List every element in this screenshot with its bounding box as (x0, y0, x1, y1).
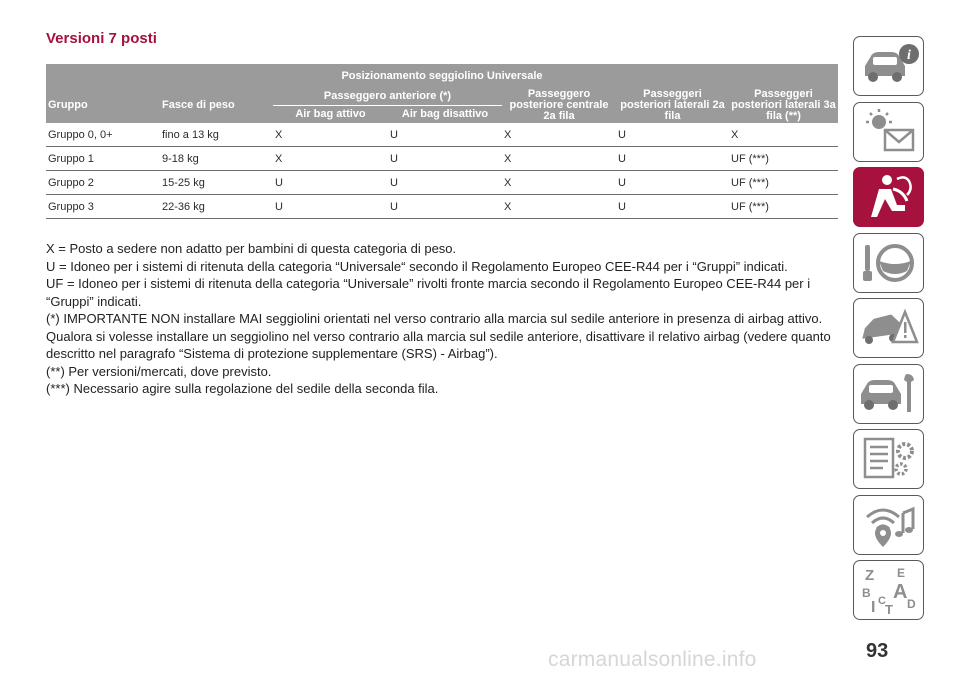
child-seat-table (46, 64, 838, 219)
tab-warning-lights[interactable] (853, 102, 924, 162)
index-letter: T (884, 602, 893, 616)
header-laterali-3a-fila: Passeggeri posteriori laterali 3a fila (**) (729, 88, 838, 123)
cell-centrale: X (502, 195, 616, 219)
emergency-icon (857, 302, 921, 354)
cell-airbag-disattivo: U (388, 147, 502, 171)
svg-text:i: i (906, 48, 911, 63)
tab-emergency[interactable] (853, 298, 924, 358)
tab-safety[interactable] (853, 167, 924, 227)
cell-laterali-2a: U (616, 171, 729, 195)
watermark: carmanualsonline.info (548, 648, 757, 671)
legend-notes (46, 240, 841, 398)
index-letter: D (906, 597, 916, 611)
cell-fasce: 22-36 kg (160, 195, 273, 219)
header-airbag-disattivo: Air bag disattivo (388, 106, 502, 124)
cell-gruppo: Gruppo 2 (46, 171, 160, 195)
cell-laterali-2a: U (616, 123, 729, 147)
cell-airbag-disattivo: U (388, 171, 502, 195)
cell-laterali-2a: U (616, 195, 729, 219)
note-important: (*) IMPORTANTE NON installare MAI seggiolini orientati nel verso contrario alla marcia sul sedile anteriore in presenza di airbag attivo. Qualora si volesse installare un seggiolino nel verso contrario alla marcia sul sedile anteriore, disattivare il relativo airbag (vedere quanto descritto nel paragrafo “Sistema di protezione supplementare (SRS) - Airbag”). (46, 311, 831, 361)
index-letter: C (877, 595, 886, 607)
tab-multimedia[interactable] (853, 495, 924, 555)
header-laterali-2a-fila: Passeggeri posteriori laterali 2a fila (616, 88, 729, 123)
tab-car-info[interactable] (853, 36, 924, 96)
table-row (46, 195, 838, 219)
header-gruppo: Gruppo (46, 88, 160, 123)
steering-wheel-icon (857, 237, 921, 289)
cell-laterali-3a: UF (***) (729, 171, 838, 195)
car-info-icon (857, 40, 921, 92)
cell-fasce: 9-18 kg (160, 147, 273, 171)
index-letter: I (870, 599, 875, 616)
cell-centrale: X (502, 171, 616, 195)
tab-technical-data[interactable] (853, 429, 924, 489)
cell-centrale: X (502, 123, 616, 147)
tab-index[interactable] (853, 560, 924, 620)
index-letter: B (861, 586, 871, 600)
cell-airbag-disattivo: U (388, 123, 502, 147)
note-x: X = Posto a sedere non adatto per bambini di questa categoria di peso. (46, 241, 457, 256)
cell-fasce: 15-25 kg (160, 171, 273, 195)
cell-airbag-attivo: X (273, 147, 388, 171)
tab-starting-driving[interactable] (853, 233, 924, 293)
index-letter: A (892, 581, 907, 603)
cell-airbag-attivo: U (273, 195, 388, 219)
seat-airbag-icon (857, 171, 921, 223)
note-versions: (**) Per versioni/mercati, dove previsto. (46, 363, 272, 379)
warning-lights-icon (857, 106, 921, 158)
table-row (46, 123, 838, 147)
table-row (46, 171, 838, 195)
note-seat-adjust: (***) Necessario agire sulla regolazione del sedile della seconda fila. (46, 381, 439, 396)
table-row (46, 147, 838, 171)
table-super-header: Posizionamento seggiolino Universale (46, 64, 838, 88)
cell-laterali-2a: U (616, 147, 729, 171)
cell-gruppo: Gruppo 1 (46, 147, 160, 171)
cell-gruppo: Gruppo 0, 0+ (46, 123, 160, 147)
tab-maintenance[interactable] (853, 364, 924, 424)
alphabetical-index-icon (857, 564, 921, 616)
chapter-tabs (853, 36, 926, 626)
note-uf: UF = Idoneo per i sistemi di ritenuta della categoria “Universale” rivolti fronte marcia secondo il Regolamento Europeo CEE-R44 per i “Gruppi” indicati. (46, 276, 811, 309)
note-u: U = Idoneo per i sistemi di ritenuta della categoria “Universale“ secondo il Regolamento Europeo CEE-R44 per i “Gruppi” indicati. (46, 258, 788, 274)
cell-centrale: X (502, 147, 616, 171)
cell-laterali-3a: X (729, 123, 838, 147)
technical-data-icon (857, 433, 921, 485)
header-passeggero-anteriore: Passeggero anteriore (*) (273, 88, 502, 106)
cell-laterali-3a: UF (***) (729, 195, 838, 219)
header-posteriore-centrale: Passeggero posteriore centrale 2a fila (502, 88, 616, 123)
cell-airbag-disattivo: U (388, 195, 502, 219)
header-airbag-attivo: Air bag attivo (273, 106, 388, 124)
cell-gruppo: Gruppo 3 (46, 195, 160, 219)
index-letter: Z (864, 567, 874, 584)
cell-laterali-3a: UF (***) (729, 147, 838, 171)
cell-airbag-attivo: X (273, 123, 388, 147)
page-number: 93 (866, 640, 889, 662)
cell-fasce: fino a 13 kg (160, 123, 273, 147)
page-title: Versioni 7 posti (46, 30, 157, 47)
header-fasce-di-peso: Fasce di peso (160, 88, 273, 123)
multimedia-icon (857, 499, 921, 551)
index-letter: E (896, 566, 905, 580)
car-service-icon (857, 368, 921, 420)
cell-airbag-attivo: U (273, 171, 388, 195)
